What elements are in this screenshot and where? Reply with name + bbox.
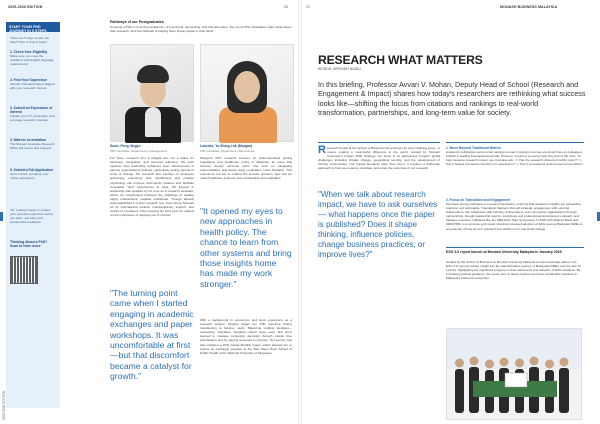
person1-quote: "The turning point came when I started engaging in academic exchanges and paper workshops. It was uncomfortable at first—but that discomfort became a catalyst for growth." <box>110 288 194 382</box>
point-text: Academic publications and journal rankings remain important, and we are proud that our colleagues publish in leading international journals. However, impact is a journey fully only part of the story. To help measure research impact, we must also ask: >> Has the research influenced public policy? >> Has it helped a business transform its operations? >> Has it empowered underserved communities? <box>446 150 583 167</box>
person1-body: For Soon, research isn't a straight line—it's a space for discovery, integration, and personal reflection. His work explores how leadership enhances team effectiveness in various organisational settings, particularly during periods of crisis or change. His research also touches on employee well-being, examining how mindfulness and positive psychology can improve work-family balance and facilitate renewable "flow" experiences at work. His interest in leadership was sparked by his time as a research assistant, where he experienced firsthand the challenge of leading highly independent, capable individuals. Though already well-established in a prior research role, Soon chose Monash for its international outlook, interdisciplinary support, and culture of excellence. Now entering his third year, he reflects on the importance of stepping out of comfort. <box>110 156 194 218</box>
sidebar-heading: START YOUR PHD JOURNEY IN 5 STEPS <box>6 22 60 32</box>
step-text: Include your CV, transcripts, and a 4-page research proposal. <box>10 114 55 122</box>
point-title: 2. Focus on Translation and Engagement <box>446 198 511 202</box>
right-page-number: 21 <box>306 5 310 9</box>
point-text: We place strong emphasis on research translation, ensuring that academic insights are accessible, practical, and actionable. Translation happens through strategic engagement with external stakeholders. We collaborate with industry, policymakers, and community organisations through partnerships, thought leadership reports, workshops and professional development outreach, and dialogue sessions. Initiatives like the SME ESG Start Symposium in 2025 with Alliance Bank and MIDAPNM, is a concrete joint report showing increased adoption of ESG among Malaysian SMEs is an example of how we turn research into platforms for real-world change. <box>446 202 583 231</box>
article-lead: In this briefing, Professor Avvari V. Mohan, Deputy Head of School (Research and Engagement & Impact) shares how today's researchers are rethinking what success looks like—shifting the focus from citations and rankings to real-world transformation, partnerships, and long-term value for society. <box>318 80 586 118</box>
esg-caption-body: Guided by the School of Business at Monash University Malaysia as the knowledge partner, the ESG 3.0 report provides insight into the transformative journey of Malaysian SMEs over the last 12 months, highlighting the significant progress in their awareness and adoption of ESG practices. By providing practical guidance, the report aims to shape policies and drive sustainable practices in Malaysia's business ecosystem. <box>446 260 581 281</box>
edition-label: 2025-2026 EDITION <box>8 5 43 9</box>
article-byline: WORDS: ARVINDH NAIDU <box>318 67 361 71</box>
qr-code-icon[interactable] <box>10 256 38 284</box>
sidebar-intro: There are 5 ways to take the leap? Here is how to begin: <box>10 36 50 44</box>
person2-body: Morgan's PhD research focuses on pharmaceutical pricing regulations and healthcare policy in Malaysia, an issue that became deeply personal when she took on navigating responsibilities and faced rising medication costs firsthand. This experience led her to explore the broader question: how can we make healthcare systems more sustainable and equitable? <box>200 156 292 181</box>
step-title: 1. Check Your Eligibility <box>10 50 48 54</box>
group-photo-illustration <box>447 329 582 420</box>
person2-body-continued: With a background in economics and work experience as a research analyst, Morgan began her PhD part-time before transitioning to full-time study. Balancing multiple identities—researcher, caretaker, daughter—hasn't been easy. But she's learned to manage competing demands through careful time prioritisation and by staying grounded in purpose. Her journey has also included a PhD Global Mobility Grant, which allowed her to pursue an exchange program at the Saw Swee Hock School of Public Health at the National University of Singapore. <box>200 318 292 355</box>
shirt-shape <box>145 107 161 137</box>
point-translation-engagement <box>446 198 584 231</box>
vertical-edition-label: 2025-2026 EDITION <box>2 390 6 420</box>
sidebar-tip: Tip: It always helps to contact your potential supervisor before you start - get early and constructive feedback! <box>10 208 54 224</box>
person2-quote: "It opened my eyes to new approaches in health policy. The chance to learn from other systems and bring those insights home has made my work stronger." <box>200 206 292 289</box>
scan-heading: Thinking About a PhD? Scan to learn more <box>10 240 48 248</box>
step-2 <box>10 78 56 90</box>
column-rule <box>446 142 584 143</box>
pathways-intro: Pursuing a PhD is more than academic—it's personal, demanding, and transformative. Two of our PhD candidates share what drives their research, and how Monash is helping them shape impact in their fields. <box>110 25 292 33</box>
left-page-number: 20 <box>284 5 288 9</box>
face-shape <box>234 71 260 103</box>
phd-steps-sidebar <box>6 22 60 408</box>
step-title: 3. Submit an Expression of Interest <box>10 106 53 114</box>
step-text: Identify a Monash expert aligned with your research interest. <box>10 82 55 90</box>
publication-label: MONASH BUSINESS MALAYSIA <box>500 5 558 9</box>
column-rule <box>446 247 584 248</box>
step-text: Once invited, complete your online submission. <box>10 172 49 180</box>
event-photo-icon <box>446 328 582 420</box>
step-1 <box>10 50 56 66</box>
article-title: RESEARCH WHAT MATTERS <box>318 53 483 67</box>
left-edge-tab <box>0 212 3 221</box>
step-4 <box>10 138 56 150</box>
article-column-1 <box>318 146 440 171</box>
person2-name: Lourdes, Yu Shing Lok (Morgan) <box>200 144 253 148</box>
portrait-lourdes <box>200 44 294 142</box>
portrait-soon <box>110 44 194 142</box>
article-quote: "When we talk about research impact, we have to ask ourselves — what happens once the paper is published? Does it shape thinking, influence policies, change business practices, or improve lives?" <box>318 190 438 259</box>
hair-shape <box>137 65 169 83</box>
drop-cap: R <box>318 144 326 156</box>
point-title: 1. Move Beyond Traditional Metrics <box>446 146 502 150</box>
column-1-text: esearch impact at the School of Business has evolved into a key defining piece—it means making a meaningful difference in the world. Guided by Monash University's Impact 2030 Strategy, our focus is on addressing complex global challenges including climate change, geopolitical security, and the development of thriving communities. Our impact demands more than intent. It requires a deliberate approach to how we measure, translate, and scale the outcomes of our research. <box>318 146 440 171</box>
column-rule <box>318 142 440 143</box>
esg-caption-title: ESG 3.0 report launch at Monash University Malaysia in January 2025 <box>446 250 562 254</box>
person1-role: PhD Candidate, Department of Management <box>110 149 168 153</box>
person1-name: Soon, Fong Jingyu <box>110 144 141 148</box>
person2-role: PhD Candidate, Department of Economics <box>200 149 255 153</box>
step-title: 5. Submit a Full Application <box>10 168 54 172</box>
spread-gutter <box>298 0 302 424</box>
step-text: The Monash Graduate Research Office will review and respond. <box>10 142 56 150</box>
step-title: 2. Find Your Supervisor <box>10 78 47 82</box>
point-move-beyond-metrics <box>446 146 584 166</box>
step-3 <box>10 106 56 122</box>
step-title: 4. Wait for an Invitation <box>10 138 47 142</box>
step-5 <box>10 168 56 180</box>
pathways-title: Pathways of our Postgraduates <box>110 20 164 24</box>
step-text: Make sure you meet the academic and English language requirements. <box>10 54 54 66</box>
